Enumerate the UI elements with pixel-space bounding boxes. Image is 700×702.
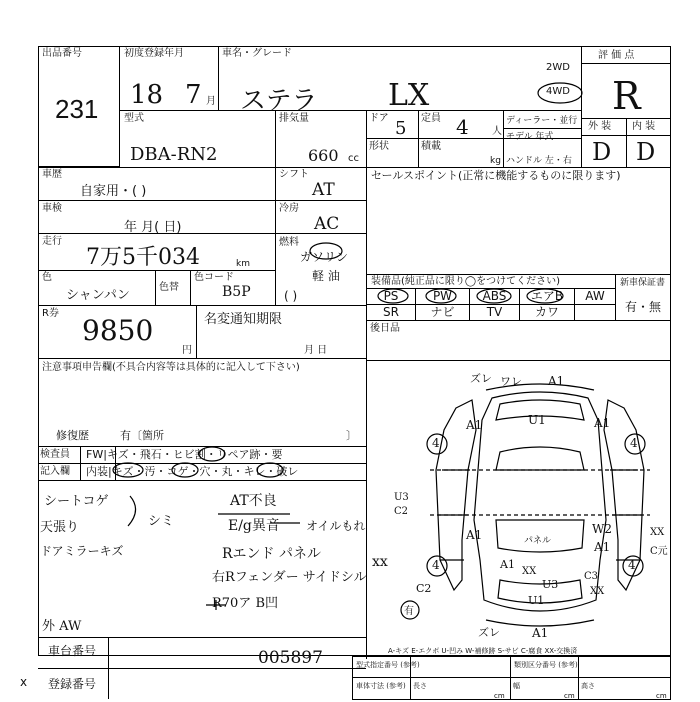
equip-tv: TV xyxy=(486,305,503,319)
ac-value: AC xyxy=(314,214,340,234)
equip-pw: PW xyxy=(432,289,453,303)
diagram-legend: A-キズ E-エクボ U-凹み W-補修跡 S-サビ C-腐食 XX-交換済 xyxy=(388,647,578,655)
color-code-label: 色コード xyxy=(194,272,234,283)
mark-u3-rear: U3 xyxy=(542,578,559,591)
ticket-label: R券 xyxy=(42,308,59,319)
mark-a1-left-front: A1 xyxy=(466,418,483,432)
remark-aw: 外 AW xyxy=(42,619,82,634)
capacity-label: 定員 xyxy=(421,113,441,124)
warranty-value: 有・無 xyxy=(625,300,662,314)
notice-label: 名変通知期限 xyxy=(204,312,283,327)
remark-mirror: ドアミラーキズ xyxy=(40,544,124,558)
capacity-unit: 人 xyxy=(492,126,502,137)
model-year-label: モデル 年式 xyxy=(506,132,554,142)
repair-value: 有〔箇所 xyxy=(120,429,164,442)
dealer-label: ディーラー・並行 xyxy=(506,116,578,126)
height-label: 高さ xyxy=(581,682,595,690)
mark-a1-top: A1 xyxy=(548,374,565,388)
lot-number-value: 231 xyxy=(55,94,99,124)
repair-label: 修復歴 xyxy=(56,429,89,442)
mark-a1-left-mid: A1 xyxy=(466,528,483,542)
drive-4wd: 4WD xyxy=(546,86,570,97)
mark-zure: ズレ xyxy=(470,372,492,385)
category-label: 類別区分番号 (参考) xyxy=(514,661,578,669)
drive-2wd: 2WD xyxy=(546,62,570,73)
doors-value: 5 xyxy=(395,118,407,139)
equipment-label: 装備品(純正品に限り◯をつけてください) xyxy=(371,276,560,287)
fuel-other: ( ) xyxy=(284,289,298,303)
first-reg-unit: 月 xyxy=(206,96,216,107)
displacement-value: 660 xyxy=(308,146,339,165)
mark-a1-right-front: A1 xyxy=(594,416,611,430)
shift-value: AT xyxy=(312,180,335,200)
color-change-label: 色替 xyxy=(159,282,179,293)
chassis-label: 車台番号 xyxy=(48,644,97,658)
mark-a1-right-mid: A1 xyxy=(594,540,611,554)
color-value: シャンパン xyxy=(66,288,130,303)
warranty-label: 新車保証書 xyxy=(620,278,666,288)
first-reg-year: 18 xyxy=(130,80,164,110)
entry-label: 記入欄 xyxy=(40,466,70,477)
mark-u3-left: U3 xyxy=(394,492,409,503)
mark-u1-rear: U1 xyxy=(528,594,545,607)
ac-label: 冷房 xyxy=(279,203,299,214)
capacity-value: 4 xyxy=(456,115,469,139)
mark-tire-lf: 4 xyxy=(432,436,440,450)
exterior-grade: D xyxy=(592,138,612,166)
type-cert-label: 型式指定番号 (参考) xyxy=(356,661,420,669)
remark-r70: R70ア B凹 xyxy=(212,596,279,611)
displacement-unit: cc xyxy=(348,153,359,164)
remark-rear-panel: Rエンド パネル xyxy=(222,546,321,562)
shape-label: 形状 xyxy=(369,141,389,152)
notes-label: 注意事項申告欄(不具合内容等は具体的に記入して下さい) xyxy=(42,362,300,373)
repair-close: 〕 xyxy=(346,429,357,442)
mark-ware: ワレ xyxy=(500,375,522,388)
mark-c3: C3 xyxy=(584,571,599,582)
remark-at: AT不良 xyxy=(230,493,277,509)
color-label: 色 xyxy=(42,272,52,283)
car-name-label: 車名・グレード xyxy=(222,48,292,59)
registration-label: 登録番号 xyxy=(48,677,97,691)
shift-label: シフト xyxy=(279,169,309,180)
model-value: DBA-RN2 xyxy=(130,144,218,165)
history-value: 自家用・( ) xyxy=(80,184,147,199)
interior-grade: D xyxy=(636,138,656,166)
inspection-label: 車検 xyxy=(42,203,62,214)
doors-label: ドア xyxy=(369,113,389,124)
interior-row: 内装|キズ・汚・コゲ・穴・丸・キレ・破レ xyxy=(86,465,299,478)
remark-stain: シミ xyxy=(148,514,175,529)
mark-xx-rear-right: XX xyxy=(590,586,605,597)
inspection-value: 年 月( 日) xyxy=(124,220,182,235)
mileage-unit: km xyxy=(236,259,250,269)
mark-w2: W2 xyxy=(592,522,612,536)
ticket-unit: 円 xyxy=(182,345,192,356)
mark-c2-left: C2 xyxy=(394,506,409,517)
dimension-label: 車体寸法 (参考) xyxy=(356,682,406,690)
height-unit: cm xyxy=(656,692,667,700)
mark-c-right: C元 xyxy=(650,546,668,557)
score-label: 評 価 点 xyxy=(598,50,635,61)
mark-tire-lr: 4 xyxy=(432,558,440,572)
mark-tire-rr: 4 xyxy=(628,558,636,572)
chassis-value: 005897 xyxy=(258,648,323,668)
load-label: 積載 xyxy=(421,141,441,152)
equip-abs: ABS xyxy=(482,289,507,303)
history-label: 車歴 xyxy=(42,169,62,180)
handle-label: ハンドル 左・右 xyxy=(506,156,572,166)
equip-airbag: エアB xyxy=(530,289,564,303)
remark-engine: E/g異音 xyxy=(228,518,280,534)
score-value: R xyxy=(612,74,641,118)
rear-items-label: 後日品 xyxy=(370,323,400,334)
sales-point-label: セールスポイント(正常に機能するものに限ります) xyxy=(371,169,621,182)
ticket-value: 9850 xyxy=(82,314,154,347)
car-name: ステラ xyxy=(240,86,318,116)
displacement-label: 排気量 xyxy=(279,113,309,124)
model-label: 型式 xyxy=(124,113,144,124)
x-mark: x xyxy=(20,675,28,689)
first-reg-month: 7 xyxy=(185,80,202,110)
width-unit: cm xyxy=(564,692,575,700)
notice-value: 月 日 xyxy=(304,345,328,356)
remark-rear-fender: 右Rフェンダー サイドシル xyxy=(212,570,367,585)
equip-ps: PS xyxy=(383,289,399,303)
width-label: 幅 xyxy=(513,682,520,690)
interior-label: 内 装 xyxy=(632,121,656,132)
first-reg-label: 初度登録年月 xyxy=(124,48,184,59)
exterior-label: 外 装 xyxy=(588,121,612,132)
load-unit: kg xyxy=(490,156,501,166)
remark-seat: シートコゲ xyxy=(44,494,109,509)
car-grade: LX xyxy=(388,78,430,113)
mark-a1-rear-left: A1 xyxy=(500,558,515,571)
equip-sr: SR xyxy=(383,305,399,319)
fuel-gas: ガソリン xyxy=(300,250,349,264)
mark-c2-rear: C2 xyxy=(416,582,432,595)
mark-a1-bottom: A1 xyxy=(532,626,549,640)
mark-xx-right: XX xyxy=(650,527,665,538)
remark-roof: 天張り xyxy=(40,520,80,535)
mark-u1-front: U1 xyxy=(528,413,546,427)
remark-xx: xx xyxy=(372,554,388,570)
mark-tire-rf: 4 xyxy=(630,436,638,450)
length-unit: cm xyxy=(494,692,505,700)
remark-oil: オイルもれ xyxy=(306,519,366,533)
lot-number-label: 出品番号 xyxy=(42,48,82,59)
mileage-value: 7万5千034 xyxy=(86,245,200,270)
mark-zure-bottom: ズレ xyxy=(478,626,500,639)
inspector-label: 検査員 xyxy=(40,449,70,460)
mileage-label: 走行 xyxy=(42,236,62,247)
fuel-light: 軽 油 xyxy=(312,269,340,283)
drive-4wd-circle xyxy=(538,83,582,103)
equip-aw: AW xyxy=(585,289,605,303)
fw-row: FW|キズ・飛石・ヒビ割・リペア跡・要 xyxy=(86,448,283,461)
mark-xx-rear: XX xyxy=(522,566,537,577)
equip-leather: カワ xyxy=(534,305,559,319)
equip-navi: ナビ xyxy=(430,305,455,319)
mark-ari: 有 xyxy=(404,606,414,617)
mark-panel: パネル xyxy=(524,536,552,546)
fuel-label: 燃料 xyxy=(279,237,299,248)
color-code-value: B5P xyxy=(222,284,251,300)
length-label: 長さ xyxy=(413,682,427,690)
